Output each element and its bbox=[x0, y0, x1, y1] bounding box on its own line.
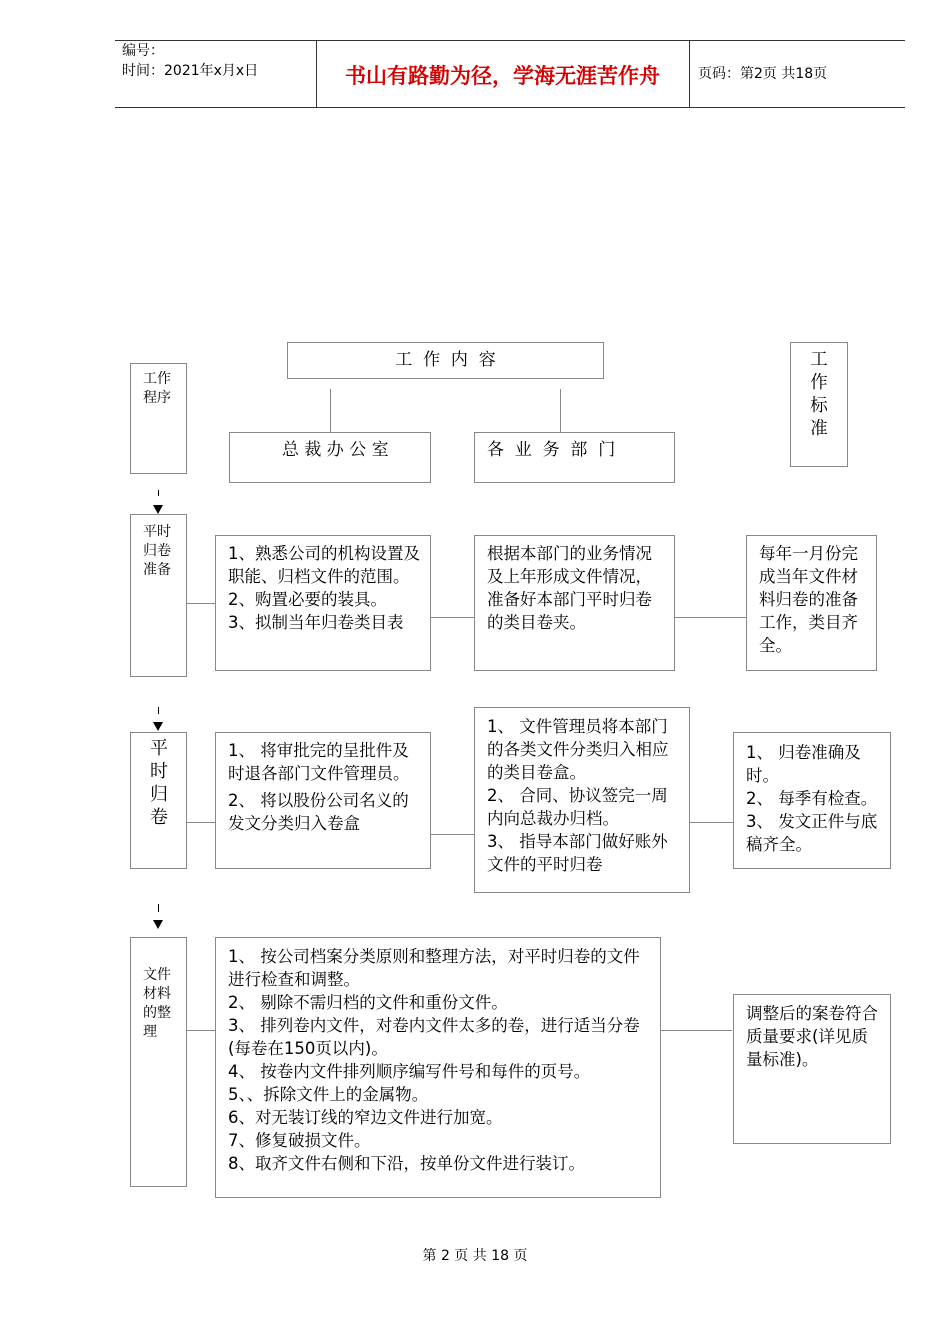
list-item: 8、取齐文件右侧和下沿，按单份文件进行装订。 bbox=[228, 1154, 585, 1173]
procedure-column-header: 工作 程序 bbox=[130, 363, 187, 474]
list-item: 7、修复破损文件。 bbox=[228, 1131, 371, 1150]
header-top-rule bbox=[115, 40, 905, 41]
connector bbox=[689, 822, 733, 823]
connector bbox=[431, 834, 474, 835]
standard-box bbox=[746, 535, 877, 671]
connector bbox=[560, 389, 561, 432]
office-header: 总 裁 办 公 室 bbox=[229, 432, 431, 483]
standard-box bbox=[733, 732, 891, 869]
connector bbox=[186, 1030, 215, 1031]
office-task-box bbox=[215, 535, 431, 671]
connector bbox=[186, 603, 215, 604]
content-column-header: 工 作 内 容 bbox=[287, 342, 604, 379]
list-item: 3、 发文正件与底稿齐全。 bbox=[746, 812, 878, 854]
connector bbox=[186, 822, 215, 823]
list-item: 1、熟悉公司的机构设置及职能、归档文件的范围。 bbox=[228, 544, 420, 586]
down-arrow-icon bbox=[153, 920, 163, 929]
connector bbox=[674, 617, 746, 618]
list-item: 4、 按卷内文件排列顺序编写件号和每件的页号。 bbox=[228, 1062, 591, 1081]
step-box: 平时 归卷 准备 bbox=[130, 514, 187, 677]
step-box: 文件 材料 的整 理 bbox=[130, 937, 187, 1187]
standard-column-header: 工 作 标 准 bbox=[790, 342, 848, 467]
list-item: 1、 将审批完的呈批件及时退各部门文件管理员。 bbox=[228, 741, 410, 783]
list-item: 1、 文件管理员将本部门的各类文件分类归入相应的类目卷盒。 bbox=[487, 717, 669, 782]
list-item: 每年一月份完成当年文件材料归卷的准备工作，类目齐全。 bbox=[759, 544, 858, 655]
connector bbox=[660, 1030, 732, 1031]
list-item: 2、 将以股份公司名义的发文分类归入卷盒 bbox=[228, 791, 409, 833]
list-item: 3、 指导本部门做好账外文件的平时归卷 bbox=[487, 832, 668, 874]
office-task-box bbox=[215, 937, 661, 1198]
arrow-stem bbox=[158, 904, 159, 912]
list-item: 调整后的案卷符合质量要求(详见质量标准)。 bbox=[746, 1004, 878, 1069]
standard-box bbox=[733, 994, 891, 1144]
header-divider-right bbox=[689, 40, 690, 107]
departments-header: 各 业 务 部 门 bbox=[474, 432, 675, 483]
header-bottom-rule bbox=[115, 107, 905, 108]
list-item: 2、 合同、协议签完一周内向总裁办归档。 bbox=[487, 786, 668, 828]
arrow-stem bbox=[158, 490, 159, 496]
connector bbox=[330, 389, 331, 432]
page-footer: 第 2 页 共 18 页 bbox=[422, 1248, 528, 1264]
list-item: 2、购置必要的装具。 bbox=[228, 590, 387, 609]
list-item: 3、 排列卷内文件，对卷内文件太多的卷，进行适当分卷(每卷在150页以内)。 bbox=[228, 1016, 640, 1058]
arrow-stem bbox=[158, 707, 159, 714]
list-item: 2、 每季有检查。 bbox=[746, 789, 878, 808]
step-box: 平 时 归 卷 bbox=[130, 732, 187, 869]
connector bbox=[431, 617, 474, 618]
list-item: 3、拟制当年归卷类目表 bbox=[228, 613, 404, 632]
down-arrow-icon bbox=[153, 505, 163, 514]
office-task-box bbox=[215, 732, 431, 869]
document-time-label: 时间：2021年x月x日 bbox=[122, 63, 259, 79]
page-info: 页码：第2页 共18页 bbox=[698, 66, 828, 82]
document-number-label: 编号： bbox=[122, 43, 164, 59]
list-item: 6、对无装订线的窄边文件进行加宽。 bbox=[228, 1108, 503, 1127]
header-motto: 书山有路勤为径，学海无涯苦作舟 bbox=[345, 64, 660, 88]
down-arrow-icon bbox=[153, 722, 163, 731]
list-item: 根据本部门的业务情况及上年形成文件情况，准备好本部门平时归卷的类目卷夹。 bbox=[487, 544, 652, 632]
list-item: 2、 剔除不需归档的文件和重份文件。 bbox=[228, 993, 508, 1012]
list-item: 5、、拆除文件上的金属物。 bbox=[228, 1085, 429, 1104]
department-task-box bbox=[474, 535, 675, 671]
department-task-box bbox=[474, 707, 690, 893]
list-item: 1、 按公司档案分类原则和整理方法，对平时归卷的文件进行检查和调整。 bbox=[228, 947, 640, 989]
list-item: 1、 归卷准确及时。 bbox=[746, 743, 861, 785]
